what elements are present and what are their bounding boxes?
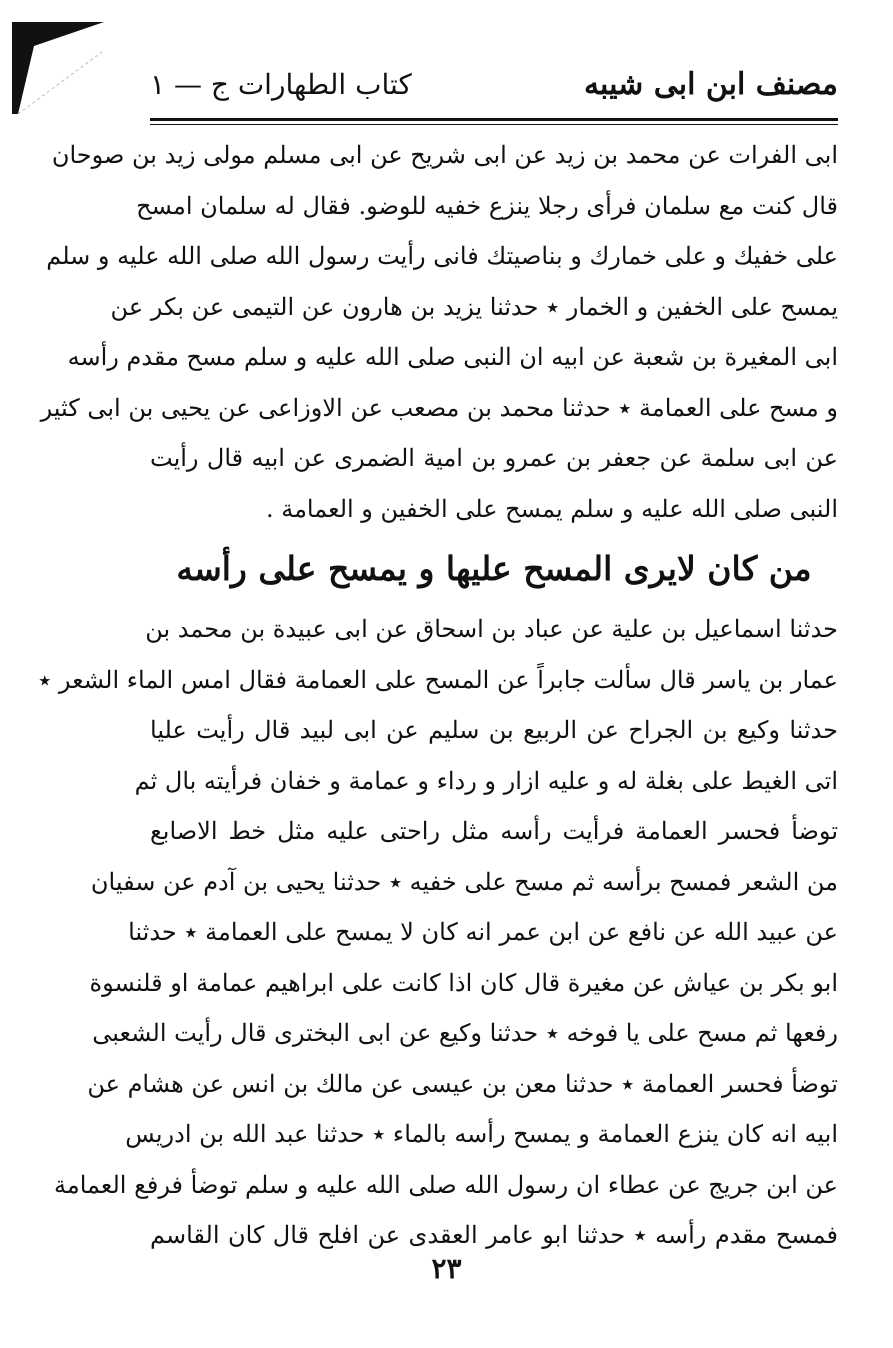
text-line: فمسح مقدم رأسه ٭ حدثنا ابو عامر العقدى عن افلح قال كان القاسم <box>150 1221 838 1249</box>
text-line: عمار بن ياسر قال سألت جابراً عن المسح على العمامة فقال امس الماء الشعر ٭ <box>38 665 838 694</box>
page-body <box>38 130 838 1261</box>
text-line: قال كنت مع سلمان فرأى رجلا ينزع خفيه للوضو. فقال له سلمان امسح <box>136 191 838 220</box>
text-line: يمسح على الخفين و الخمار ٭ حدثنا يزيد بن هارون عن التيمى عن بكر عن <box>110 292 838 321</box>
text-line: حدثنا اسماعيل بن علية عن عباد بن اسحاق عن ابى عبيدة بن محمد بن <box>145 615 838 643</box>
paragraph-1 <box>40 130 838 534</box>
text-line: على خفيك و على خمارك و بناصيتك فانى رأيت رسول الله صلى الله عليه و سلم <box>46 242 838 270</box>
text-line: توضأ فحسر العمامة فرأيت رأسه مثل راحتى عليه مثل خط الاصابع <box>150 817 838 845</box>
folded-corner-mark <box>12 22 104 114</box>
text-line: عن ابن جريج عن عطاء ان رسول الله صلى الله عليه و سلم توضأ فرفع العمامة <box>53 1170 838 1199</box>
text-line: من الشعر فمسح برأسه ثم مسح على خفيه ٭ حدثنا يحيى بن آدم عن سفيان <box>90 867 838 896</box>
text-line: ابيه انه كان ينزع العمامة و يمسح رأسه بالماء ٭ حدثنا عبد الله بن ادريس <box>125 1120 838 1148</box>
header-rule-thin <box>150 124 838 125</box>
page-number: ٢٣ <box>431 1252 462 1285</box>
text-line: و مسح على العمامة ٭ حدثنا محمد بن مصعب عن الاوزاعى عن يحيى بن ابى كثير <box>40 393 838 422</box>
text-line: توضأ فحسر العمامة ٭ حدثنا معن بن عيسى عن مالك بن انس عن هشام عن <box>87 1069 838 1098</box>
text-line: عن ابى سلمة عن جعفر بن عمرو بن امية الضمرى عن ابيه قال رأيت <box>150 444 838 472</box>
text-line: ابى الفرات عن محمد بن زيد عن ابى شريح عن ابى مسلم مولى زيد بن صوحان <box>51 141 838 169</box>
text-line: النبى صلى الله عليه و سلم يمسح على الخفين و العمامة . <box>265 494 838 523</box>
page-header <box>150 60 838 110</box>
text-line: ابو بكر بن عياش عن مغيرة قال كان اذا كانت على ابراهيم عمامة او قلنسوة <box>89 968 838 997</box>
section-heading: من كان لايرى المسح عليها و يمسح على رأسه <box>176 549 812 588</box>
text-line: رفعها ثم مسح على يا فوخه ٭ حدثنا وكيع عن ابى البخترى قال رأيت الشعبى <box>92 1019 838 1047</box>
text-line: حدثنا وكيع بن الجراح عن الربيع بن سليم عن ابى لبيد قال رأيت عليا <box>150 716 838 744</box>
book-title: مصنف ابن ابى شيبه <box>583 67 838 102</box>
text-line: ابى المغيرة بن شعبة عن ابيه ان النبى صلى الله عليه و سلم مسح مقدم رأسه <box>67 343 838 371</box>
paragraph-2 <box>38 604 838 1261</box>
chapter-title: كتاب الطهارات ج — ١ <box>150 68 412 101</box>
text-line: اتى الغيط على بغلة له و عليه ازار و رداء و عمامة و خفان فرأيته بال ثم <box>134 766 838 795</box>
header-rule-thick <box>150 118 838 121</box>
text-line: عن عبيد الله عن نافع عن ابن عمر انه كان لا يمسح على العمامة ٭ حدثنا <box>128 918 838 946</box>
